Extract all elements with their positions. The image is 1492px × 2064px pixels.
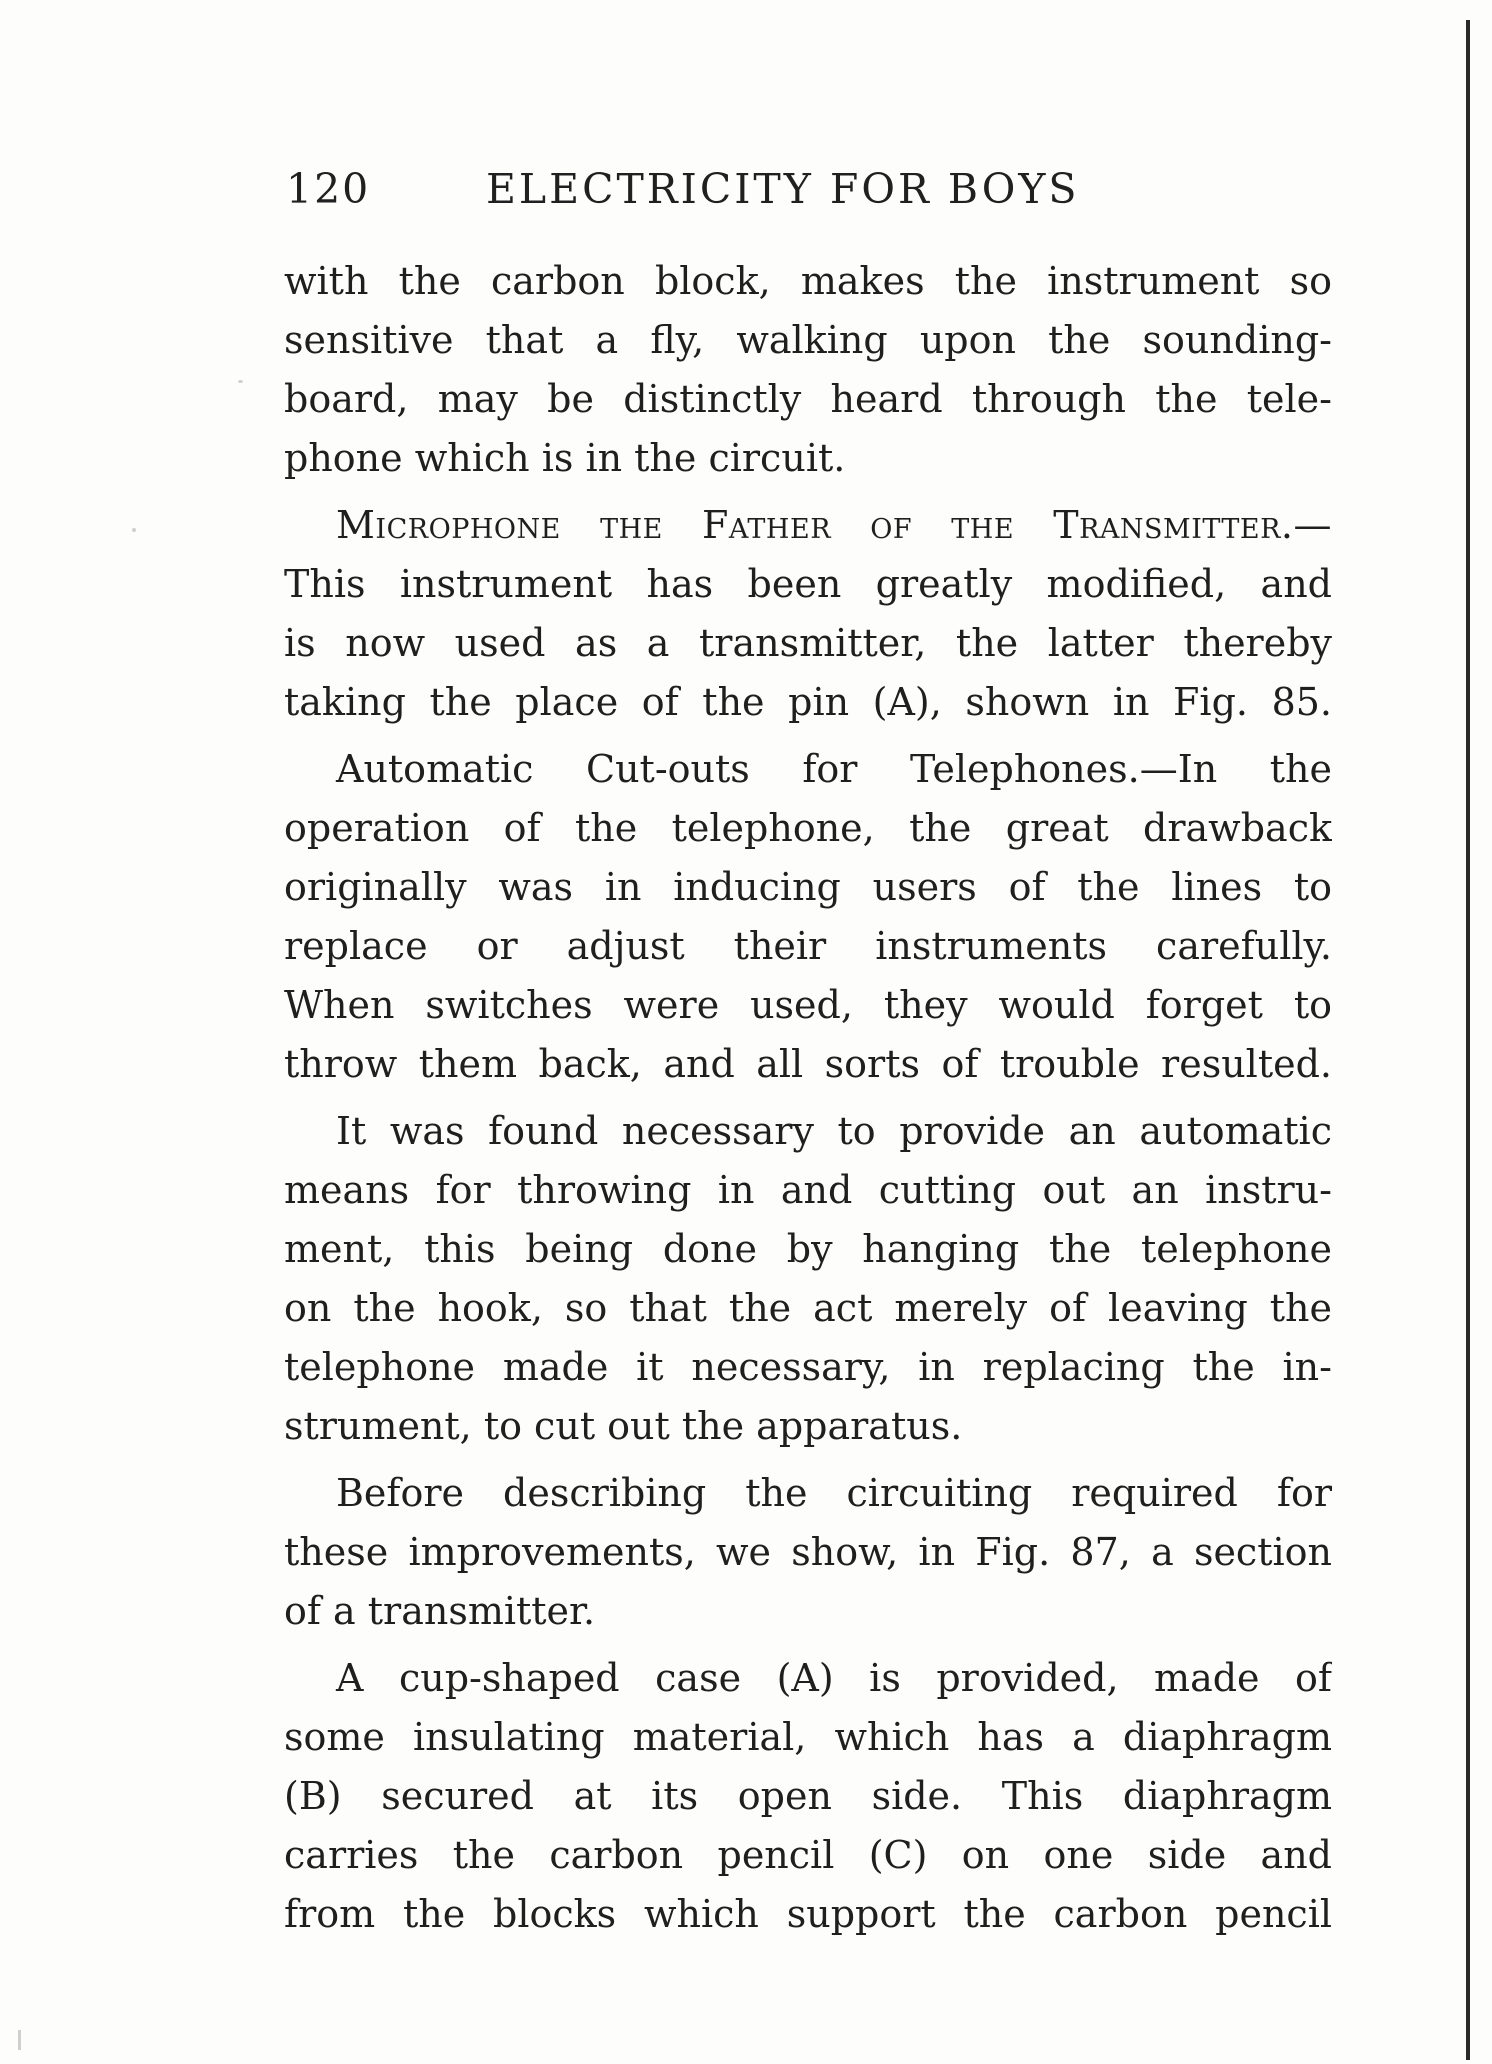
text-line: It was found necessary to provide an automatic: [336, 1109, 1332, 1153]
section-heading-microphone: Microphone the Father of the Transmitter.—: [336, 503, 1332, 547]
text-line: from the blocks which support the carbon pencil: [284, 1892, 1332, 1936]
text-line: of a transmitter.: [284, 1589, 596, 1633]
text-line: Before describing the circuiting required for: [336, 1471, 1332, 1515]
page-number: 120: [286, 165, 371, 213]
text-line: ment, this being done by hanging the telephone: [284, 1227, 1332, 1271]
running-header: [286, 165, 1326, 225]
text-line: When switches were used, they would forget to: [284, 983, 1332, 1027]
body-text: [284, 252, 1332, 1944]
text-line: with the carbon block, makes the instrument so: [284, 259, 1332, 303]
text-line: replace or adjust their instruments carefully.: [284, 924, 1332, 968]
text-line: strument, to cut out the apparatus.: [284, 1404, 963, 1448]
text-line: (B) secured at its open side. This diaphragm: [284, 1774, 1332, 1818]
text-line: telephone made it necessary, in replacing the in-: [284, 1345, 1332, 1389]
paper-speck: [18, 2030, 21, 2050]
text-line: This instrument has been greatly modified, and: [284, 562, 1332, 606]
text-line: these improvements, we show, in Fig. 87, a section: [284, 1530, 1332, 1574]
text-line: board, may be distinctly heard through the tele-: [284, 377, 1332, 421]
text-line: taking the place of the pin (A), shown in Fig. 85.: [284, 680, 1332, 724]
text-line: phone which is in the circuit.: [284, 436, 846, 480]
text-line: is now used as a transmitter, the latter thereby: [284, 621, 1332, 665]
text-line: on the hook, so that the act merely of leaving the: [284, 1286, 1332, 1330]
text-line: A cup-shaped case (A) is provided, made of: [336, 1656, 1332, 1700]
text-line: means for throwing in and cutting out an instru-: [284, 1168, 1332, 1212]
text-line: originally was in inducing users of the lines to: [284, 865, 1332, 909]
text-line: some insulating material, which has a diaphragm: [284, 1715, 1332, 1759]
running-title: ELECTRICITY FOR BOYS: [486, 165, 1080, 213]
text-line: carries the carbon pencil (C) on one side and: [284, 1833, 1332, 1877]
text-line: sensitive that a fly, walking upon the sounding-: [284, 318, 1332, 362]
paper-speck: [132, 528, 136, 532]
page-edge-shadow: [1466, 20, 1470, 2060]
text-line: throw them back, and all sorts of trouble resulted.: [284, 1042, 1332, 1086]
paper-speck: [238, 380, 243, 383]
text-line: operation of the telephone, the great drawback: [284, 806, 1332, 850]
section-heading-cutouts: Automatic Cut-outs for Telephones.—In the: [336, 747, 1332, 791]
